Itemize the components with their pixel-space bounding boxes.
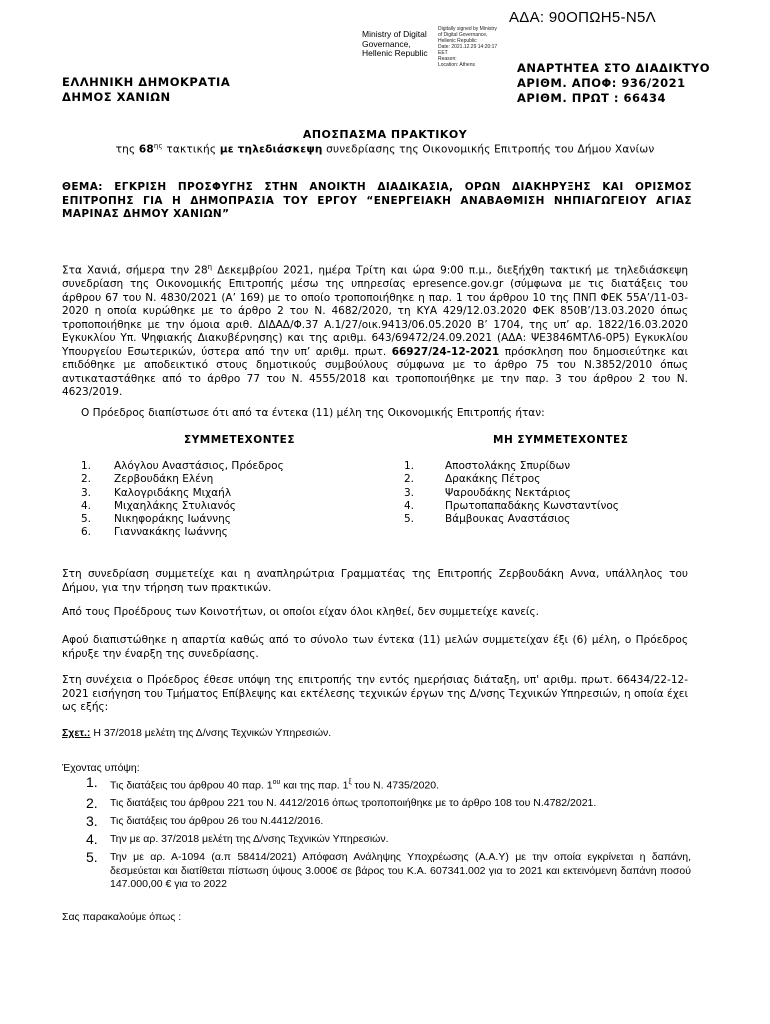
list-item: 2. Δρακάκης Πέτρος [404,473,541,486]
protocol-number: ΑΡΙΘΜ. ΠΡΩΤ : 66434 [517,91,666,105]
republic-name: ΕΛΛΗΝΙΚΗ ΔΗΜΟΚΡΑΤΙΑ [62,75,231,89]
document-title: ΑΠΟΣΠΑΣΜΑ ΠΡΑΚΤΙΚΟΥ [302,128,468,141]
signature-detail-line: EET [438,50,448,56]
present-heading: ΣΥΜΜΕΤΕΧΟΝΤΕΣ [184,434,295,446]
considerations-heading: Έχοντας υπόψη: [62,762,140,774]
list-item: 3. Καλογριδάκης Μιχαήλ [81,486,232,499]
list-item: 3. Ψαρουδάκης Νεκτάριος [404,486,571,499]
signature-signer [362,30,428,59]
quorum-declaration-paragraph: Αφού διαπιστώθηκε η απαρτία καθώς από το σύνολο των έντεκα (11) μελών συμμετείχαν έξι (6) μέλη, ο Πρόεδρος κήρυξε την έναρξη της συνεδρίασης. [62,634,688,660]
list-item: 2. Τις διατάξεις του άρθρου 221 του Ν. 4412/2016 όπως τροποποιήθηκε με το άρθρο 108 του Ν.4782/2021. [86,795,597,811]
posting-notice: ΑΝΑΡΤΗΤΕΑ ΣΤΟ ΔΙΑΔΙΚΤΥΟ [517,61,711,75]
list-item: 1. Τις διατάξεις του άρθρου 40 παρ. $1^{o\upsilon}$ και της παρ. $1^\xi$ του Ν. 4735/2020. [86,774,440,792]
list-item: 5. Νικηφοράκης Ιωάννης [81,513,231,526]
list-item: 3. Τις διατάξεις του άρθρου 26 του Ν.4412/2016. [86,813,324,829]
quorum-paragraph: Ο Πρόεδρος διαπίστωσε ότι από τα έντεκα (11) μέλη της Οικονομικής Επιτροπής ήταν: [81,407,545,419]
header-right [517,61,710,106]
signature-detail-line: Hellenic Republic [438,38,477,44]
reference-line: Σχετ.: Η 37/2018 μελέτη της Δ/νσης Τεχνικών Υπηρεσιών. [62,727,332,739]
signature-details [438,26,497,68]
community-presidents-paragraph: Από τους Προέδρους των Κοινοτήτων, οι οποίοι είχαν όλοι κληθεί, δεν συμμετείχε κανείς. [62,606,539,618]
signature-detail-line: Reason: [438,56,457,62]
request-line: Σας παρακαλούμε όπως : [62,911,182,923]
intro-paragraph: Στα Χανιά, σήμερα την $28^\eta$ Δεκεμβρίου 2021, ημέρα Τρίτη και ώρα 9:00 π.μ., διεξήχθη τακτική με τηλεδιάσκεψη συνεδρίαση της Οικονομικής Επιτροπής μέσω της υπηρεσίας epresence.gov.gr (σύμφωνα με τις διατάξεις του άρθρου 67 του Ν. 4830/2021 (Α’ 169) με το οποίο τροποποιήθηκε η παρ. 1 του άρθρου 10 της ΠΝΠ ΦΕΚ 55Α’/11-03-2020 η οποία κυρώθηκε με το άρθρο 2 του Ν. 4682/2020, τη ΚΥΑ 429/12.03.2020 ΦΕΚ 850Β’/13.03.2020 όπως τροποποιήθηκε με την όμοια αριθ. ΔΙΔΑΔ/Φ.37 Α.1/27/οικ.9413/06.05.2020 Β’ 1704, της υπ’ αρ. 1822/16.03.2020 Εγκυκλίου Υπ. Ψηφιακής Διακυβέρνησης) και της αριθμ. 643/69472/24.09.2021 (ΑΔΑ: ΨΕ3846ΜΤΛ6-0Ρ5) Εγκυκλίου Υπουργείου Εσωτερικών, ύστερα από την υπ’ αριθμ. πρωτ. 66927/24-12-2021 πρόσκληση που δημοσιεύτηκε και επιδόθηκε με αποδεικτικό στους δημοτικούς συμβούλους σύμφωνα με το άρθρο 75 του Ν.3852/2010 όπως αντικαταστάθηκε από το άρθρο 77 του Ν. 4555/2018 και τροποποιήθηκε με την παρ. 3 του άρθρου 2 του Ν. 4623/2019. [62,263,689,398]
signature-detail-line: Location: Athens [438,62,475,68]
document-subtitle: της $68^{\eta\varsigma}$ τακτικής με τηλεδιάσκεψη συνεδρίασης της Οικονομικής Επιτροπής του Δήμου Χανίων [115,142,655,156]
secretary-paragraph: Στη συνεδρίαση συμμετείχε και η αναπληρώτρια Γραμματέας της Επιτροπής Ζερβουδάκη Αννα, υπάλληλος του Δήμου, για την τήρηση των πρακτικών. [62,568,688,594]
absent-heading: ΜΗ ΣΥΜΜΕΤΕΧΟΝΤΕΣ [493,434,629,446]
list-item: 5. Βάμβουκας Αναστάσιος [404,513,571,526]
list-item: 1. Αλόγλου Αναστάσιος, Πρόεδρος [81,460,284,472]
ada-code: ΑΔΑ: 90ΟΠΩΗ5-Ν5Λ [509,9,656,26]
signer-line: Governance, [362,38,411,49]
list-item: 5. Την με αρ. Α-1094 (α.π 58414/2021) Απόφαση Ανάληψης Υποχρέωσης (Α.Α.Υ) με την οποία εγκρίνεται η δαπάνη, δεσμεύεται και διατίθεται πίστωση ύψους 3.000€ σε βάρος του Κ.Α. 607341.002 για το 2021 και εκτεινόμενη δαπάνη ποσού 147.000,00 € για το 2022 [86,849,691,890]
signer-line: Hellenic Republic [362,48,428,58]
considerations-list [86,775,691,895]
agenda-paragraph: Στη συνέχεια ο Πρόεδρος έθεσε υπόψη της επιτροπής την εντός ημερήσιας διάταξη, υπ' αριθμ. πρωτ. 66434/22-12-2021 εισήγηση του Τμήματος Επίβλεψης και εκτέλεσης τεχνικών έργων της Δ/νσης Τεχνικών Υπηρεσιών, η οποία έχει ως εξής: [62,674,688,713]
signature-detail-line: Date: 2021.12.29 14:20:17 [438,44,498,50]
list-item: 4. Πρωτοπαπαδάκης Κωνσταντίνος [404,499,619,512]
list-item: 2. Ζερβουδάκη Ελένη [81,473,214,486]
list-item: 6. Γιαννακάκης Ιωάννης [81,526,228,539]
municipality-name: ΔΗΜΟΣ ΧΑΝΙΩΝ [62,90,171,104]
signature-detail-line: of Digital Governance, [438,32,488,38]
subject-heading: ΘΕΜΑ: ΕΓΚΡΙΣΗ ΠΡΟΣΦΥΓΗΣ ΣΤΗΝ ΑΝΟΙΚΤΗ ΔΙΑΔΙΚΑΣΙΑ, ΟΡΩΝ ΔΙΑΚΗΡΥΞΗΣ ΚΑΙ ΟΡΙΣΜΟΣ ΕΠΙΤΡΟΠΗΣ ΓΙΑ Η ΔΗΜΟΠΡΑΣΙΑ ΤΟΥ ΕΡΓΟΥ “ΕΝΕΡΓΕΙΑΚΗ ΑΝΑΒΑΘΜΙΣΗ ΝΗΠΙΑΓΩΓΕΙΟΥ ΑΓΙΑΣ ΜΑΡΙΝΑΣ ΔΗΜΟΥ ΧΑΝΙΩΝ” [62,181,692,220]
signature-detail-line: Digitally signed by Ministry [438,26,497,32]
list-item: 4. Την με αρ. 37/2018 μελέτη της Δ/νσης Τεχνικών Υπηρεσιών. [86,831,389,847]
header-left [62,75,230,105]
present-members-list [81,460,284,540]
list-item: 4. Μιχαηλάκης Στυλιανός [81,499,236,512]
absent-members-list [404,460,619,526]
signer-line: Ministry of Digital [362,29,427,39]
decision-number: ΑΡΙΘΜ. ΑΠΟΦ: 936/2021 [517,76,686,90]
list-item: 1. Αποστολάκης Σπυρίδων [404,460,571,472]
